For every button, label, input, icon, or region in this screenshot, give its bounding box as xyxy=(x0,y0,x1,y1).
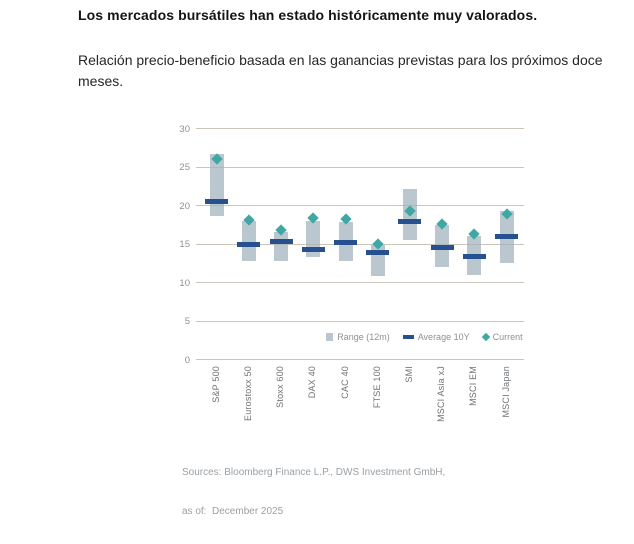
x-axis-label: Stoxx 600 xyxy=(275,365,286,408)
average-10y-marker xyxy=(237,242,260,247)
average-10y-marker xyxy=(302,247,325,252)
x-axis-label: S&P 500 xyxy=(210,365,221,403)
pe-ratio-chart xyxy=(178,120,598,440)
chart-legend xyxy=(326,332,522,342)
x-axis-label: Eurostoxx 50 xyxy=(242,365,253,421)
average-10y-marker xyxy=(495,234,518,239)
sources-note xyxy=(182,440,445,544)
gridline xyxy=(196,282,524,283)
page-title: Los mercados bursátiles han estado históricamente muy valorados. xyxy=(78,7,538,23)
chart-description-line1: Relación precio-beneficio basada en las ganancias previstas para los próximos doce xyxy=(78,52,603,68)
x-axis-label: CAC 40 xyxy=(339,365,350,399)
legend-label: Average 10Y xyxy=(417,332,470,342)
sources-line2: as of: December 2025 xyxy=(182,506,284,517)
legend-item xyxy=(326,332,390,342)
average-10y-marker xyxy=(205,199,228,204)
x-axis-label: MSCI Japan xyxy=(500,365,511,418)
average-10y-marker xyxy=(334,240,357,245)
average-10y-marker xyxy=(463,254,486,259)
chart-description-line2: meses. xyxy=(78,73,124,89)
gridline xyxy=(196,205,524,206)
dash-legend-icon xyxy=(403,335,414,339)
y-axis-label: 5 xyxy=(184,316,190,328)
legend-item xyxy=(483,332,523,342)
y-axis-label: 15 xyxy=(179,239,190,251)
y-axis-label: 10 xyxy=(179,277,190,289)
x-axis-label: DAX 40 xyxy=(307,365,318,399)
sources-line1: Sources: Bloomberg Finance L.P., DWS Investment GmbH, xyxy=(182,467,446,478)
range-bar xyxy=(274,232,288,261)
gridline xyxy=(196,128,524,129)
gridline xyxy=(196,321,524,322)
x-axis-label: MSCI Asia xJ xyxy=(436,365,447,422)
y-axis-label: 20 xyxy=(179,200,190,212)
gridline xyxy=(196,359,524,360)
chart-description xyxy=(78,50,603,92)
bar-legend-icon xyxy=(326,333,333,341)
legend-label: Range (12m) xyxy=(337,332,390,342)
gridline xyxy=(196,167,524,168)
x-axis-label: FTSE 100 xyxy=(371,365,382,409)
average-10y-marker xyxy=(366,250,389,255)
x-axis-label: SMI xyxy=(403,365,414,383)
legend-item xyxy=(403,332,470,342)
average-10y-marker xyxy=(431,245,454,250)
legend-label: Current xyxy=(492,332,523,342)
y-axis-label: 0 xyxy=(184,354,190,366)
y-axis-label: 30 xyxy=(179,123,190,135)
x-axis-label: MSCI EM xyxy=(468,365,479,406)
average-10y-marker xyxy=(398,219,421,224)
average-10y-marker xyxy=(270,239,293,244)
diamond-legend-icon xyxy=(481,333,489,341)
y-axis-label: 25 xyxy=(179,162,190,174)
